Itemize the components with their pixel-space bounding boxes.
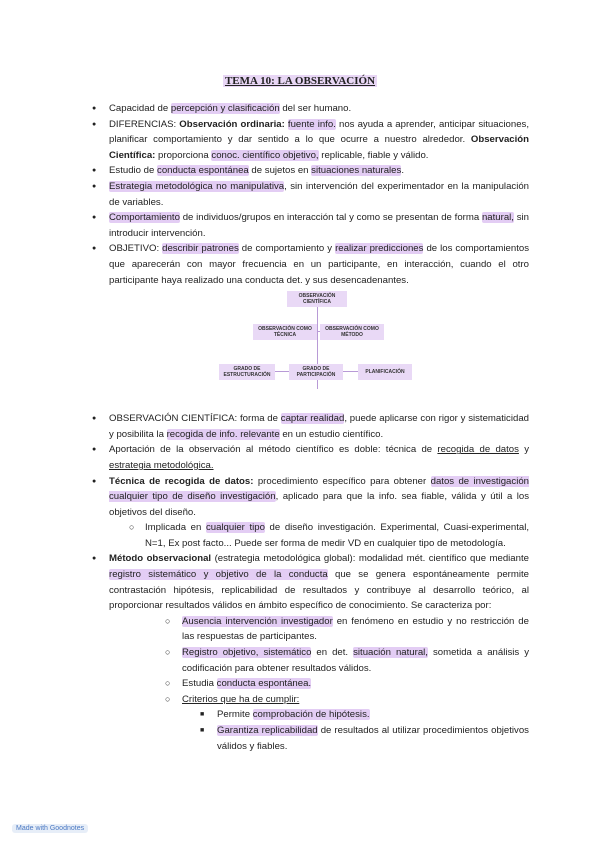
list-item: ○ Implicada en cualquier tipo de diseño investigación. Experimental, Cuasi-experimental, N=1, Ex post facto... Puede ser forma de medir VD en cualquier tipo de metodología. bbox=[92, 520, 529, 551]
page-title: TEMA 10: LA OBSERVACIÓN bbox=[224, 75, 376, 87]
list-item: ● Comportamiento de individuos/grupos en interacción tal y como se presentan de forma natural, sin introducir intervención. bbox=[92, 210, 529, 241]
concept-diagram bbox=[92, 291, 529, 409]
list-item: ○ Ausencia intervención investigador en fenómeno en estudio y no restricción de las respuestas de participantes. bbox=[92, 614, 529, 645]
list-item: ● Aportación de la observación al método científico es doble: técnica de recogida de datos y estrategia metodológica. bbox=[92, 442, 529, 473]
list-item: ● DIFERENCIAS: Observación ordinaria: fuente info. nos ayuda a aprender, anticipar situaciones, planificar comportamiento y dar sentido a lo que ocurre a nuestro alrededor. Observación Científica: proporciona conoc. científico objetivo, replicable, fiable y válido. bbox=[92, 117, 529, 164]
list-item: ● Capacidad de percepción y clasificación del ser humano. bbox=[92, 101, 529, 117]
diagram-node-planning: PLANIFICACIÓN bbox=[358, 364, 412, 380]
list-item: ● Método observacional (estrategia metodológica global): modalidad mét. científico que mediante registro sistemático y objetivo de la conducta que se genera espontáneamente permite contrastación hipótesis, replicabilidad de resultados y contribuye al desarrollo teórico, al proporcionar resultados válidos en ámbito específico de conocimiento. Se caracteriza por: bbox=[92, 551, 529, 613]
diagram-node-right: OBSERVACIÓN COMO MÉTODO bbox=[320, 324, 384, 340]
diagram-node-participation: GRADO DE PARTICIPACIÓN bbox=[289, 364, 343, 380]
goodnotes-badge: Made with Goodnotes bbox=[12, 824, 88, 833]
list-item: ○ Estudia conducta espontánea. bbox=[92, 676, 529, 692]
list-item: ○ Criterios que ha de cumplir: bbox=[92, 692, 529, 708]
list-item: ○ Registro objetivo, sistemático en det. situación natural, sometida a análisis y codificación para obtener resultados válidos. bbox=[92, 645, 529, 676]
list-item: ● Estrategia metodológica no manipulativa, sin intervención del experimentador en la manipulación de variables. bbox=[92, 179, 529, 210]
notes-body bbox=[92, 101, 529, 754]
list-item: ■ Permite comprobación de hipótesis. bbox=[92, 707, 529, 723]
diagram-node-left: OBSERVACIÓN COMO TÉCNICA bbox=[253, 324, 317, 340]
diagram-node-top: OBSERVACIÓN CIENTÍFICA bbox=[287, 291, 347, 307]
diagram-node-structuring: GRADO DE ESTRUCTURACIÓN bbox=[219, 364, 275, 380]
list-item: ● OBSERVACIÓN CIENTÍFICA: forma de captar realidad, puede aplicarse con rigor y sistematicidad y posibilita la recogida de info. relevante en un estudio científico. bbox=[92, 411, 529, 442]
list-item: ■ Garantiza replicabilidad de resultados al utilizar procedimientos objetivos válidos y fiables. bbox=[92, 723, 529, 754]
list-item: ● Estudio de conducta espontánea de sujetos en situaciones naturales. bbox=[92, 163, 529, 179]
list-item: ● OBJETIVO: describir patrones de comportamiento y realizar predicciones de los comportamientos que aparecerán con mayor frecuencia en un participante, en interacción, cuando el otro participante haya realizado una conducta det. y sus desencadenantes. bbox=[92, 241, 529, 288]
list-item: ● Técnica de recogida de datos: procedimiento específico para obtener datos de investigación cualquier tipo de diseño investigación, aplicado para que la info. sea fiable, válida y útil a los objetivos del diseño. bbox=[92, 474, 529, 521]
